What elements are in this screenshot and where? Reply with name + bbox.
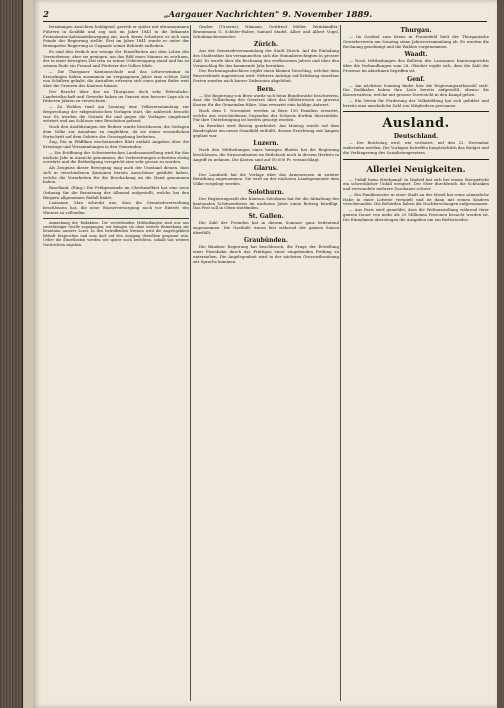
article-text: — Noch Mittheilungen des Bulletin des Lausanner Kantonsgerichts über die Verhandlungen vom 28. Oktober ergibt sich, dass die Zahl der Prozesse im Abnehmen begriffen ist.: [343, 58, 489, 73]
article-text: Aus der Gemeindeversammlung der Stadt Zürich. Auf die Einladung des Stadtrathes hin versammelten sich die Stimmberechtigten in grosser Zahl. Es wurde über die Rechnung des verflossenen Jahres und über den Voranschlag für das kommende Jahr berathen.: [193, 48, 339, 68]
page-number: 2: [43, 10, 49, 20]
article-text: Nach den Ausführungen der Redner wurde beschlossen, die Vorlagen dem Volke zur Annahme zu empfehlen, da sie einen wesentlichen Fortschritt auf dem Gebiete der Gesetzgebung bedeuten.: [43, 124, 189, 139]
article-text: — Unfall beim Stierkampf. In Madrid hat sich bei einem Stiergefecht ein schrecklicher Unfall ereignet. Der Stier durchbrach die Schranken und verwundete mehrere Zuschauer schwer.: [343, 176, 489, 191]
article-text: Die Zahl der Fremden hat in diesem Sommer ganz bedeutend zugenommen. Die Gasthöfe waren fast während der ganzen Saison überfüllt.: [193, 220, 339, 235]
article-text: — Die Thurgauer Kantonsschule und das Lehrerseminar in Kreuzlingen haben zusammen im vergangenen Jahre eine schöne Zahl von Schülern gehabt; die Anstalten erfreuen sich eines guten Rufes weit über die Grenzen des Kantons hinaus.: [43, 68, 189, 88]
article-text: — Aus Paris wird gemeldet, dass die Weltausstellung während ihrer ganzen Dauer von mehr als 25 Millionen Personen besucht worden ist. Die Einnahmen übersteigen die Ausgaben um ein Bedeutendes.: [343, 207, 489, 222]
article-text: Gruber (Urserns), Nämann, Gottfried Müller, Weinhändler; Brunnmann G. Schüler-Halter, Samuel Stadel, Alber und Albert Vogel, Schuhmachermeister.: [193, 25, 339, 39]
column-separator: [190, 25, 191, 701]
article-text: — Die Regierung von Bern wurde sich beim Bundesrathe beschweren, dass die Vollziehung des Gesetzes über das Militärwesen zu grossen Kosten für die Gemeinden führe. Man erwartet eine baldige Antwort.: [193, 92, 339, 107]
article-text: freisinnigen Ansichten huldigend, gerieth er später mit ultramontanen Führern in Konflikt und zog sich im Jahre 1841 in die bekannte Freienämter-Aufstandsbewegung ein, nach deren Scheitern er sich zum Feinde der Regierung stellte. Erst im Jahre 1841 wurde er unter der Bremgarter Regierung in Ungnade seiner Behörde enthoben.: [43, 25, 189, 48]
section-heading: Waadt.: [404, 51, 428, 59]
section-heading: Zürich.: [253, 41, 279, 49]
section-heading: Thurgau.: [400, 27, 432, 34]
section-heading: Solothurn.: [248, 188, 284, 196]
article-text: — Ein Familienvater in einer Stadt an der Mosel hat seine sämmtliche Habe in einer Lotterie verspielt und ist dann mit seinen Kindern verschwunden. Die Behörden haben die Nachforschungen aufgenommen.: [343, 191, 489, 207]
article-text: Nach dem 1. November werden in Bern 150 Familien erwartet, welche aus verschiedenen Gegenden der Schweiz dorthin übersiedeln. Für ihre Unterbringung ist bereits gesorgt worden.: [193, 107, 339, 123]
article-text: — Im Gasthof zum Kreuz in Frauenfeld hielt der Thurgauische Gewerbeverein am Sonntag seine Jahresversammlung ab. Es wurden die Rechnung genehmigt und die Wahlen vorgenommen.: [343, 34, 489, 49]
article-text: Nach den Mittheilungen eines hiesigen Blattes hat die Regierung beschlossen, die Strassenbauten im Entlebuch noch in diesem Herbste in Angriff zu nehmen. Die Kosten sind auf 50,000 Fr. veranschlagt.: [193, 147, 339, 162]
column-2: [193, 25, 339, 701]
divider: [43, 218, 189, 219]
article-text: Als Zeugniss dieser Bewegung mag auch der Umstand dienen, dass sich in verschiedenen Kantonen bereits Ausschüsse gebildet haben, welche die Vorarbeiten für die Beschickung an die Hand genommen haben.: [43, 165, 189, 185]
article-text: — Der Reichstag wird, wie verlautet, auf den 22. November einberufen werden. Die Vorlagen betreffen hauptsächlich das Budget und die Verlängerung des Sozialistengesetzes.: [343, 140, 489, 155]
article-text: Es sind dies freilich nur wenige der Einzelheiten aus dem Leben des Verstorbenen; aber sie genügen, um das Bild eines Mannes zu zeichnen, der in einer bewegten Zeit treu zu seiner Ueberzeugung stand und bis zu seinem Ende ein Freund und Förderer des Volkes blieb.: [43, 48, 189, 68]
column-1: [43, 25, 189, 701]
article-text: Der Regierungsrath des Kantons Solothurn hat für die Abhaltung des kantonalen Schützenfestes im nächsten Jahre einen Beitrag bewilligt. Das Fest soll in Olten stattfinden.: [193, 195, 339, 211]
section-heading: Luzern.: [253, 140, 279, 148]
section-heading: Graubünden.: [244, 237, 288, 245]
article-text: Der Bericht über das im Thurgauer doch sehr Erfreuliche: Landwirthschaft und Gewerbe haben im Ganzen eine bessere Lage als in früheren Jahren zu verzeichnen.: [43, 88, 189, 104]
newspaper-title: „Aargauer Nachrichten" 9. November 1889.: [163, 10, 373, 20]
editorial-note: Anmerkung der Redaktion. Die vorstehenden Mittheilungen sind uns aus zuverlässiger Quelle zugegangen; wir bringen sie ohne weitere Bemerkung zur Kenntniss unserer Leser. In den betreffenden Kreisen wird die Angelegenheit lebhaft besprochen und man darf auf den Ausgang derselben gespannt sein. Ueber die Einzelheiten werden wir später noch berichten, sobald uns weitere Nachrichten zugehen.: [43, 220, 189, 247]
article-text: Der Rechnungsabschluss ergibt einen kleinen Vorschlag, welcher dem Reservefonde zugewiesen wird. Mehrere Anträge auf Erhöhung einzelner Posten wurden nach kurzer Diskussion abgelehnt.: [193, 68, 339, 83]
section-heading: Glarus.: [253, 164, 279, 172]
article-text: Lausanne. Man schreibt uns, dass die Gemeindeverwaltung beschlossen hat, die neue Wasserversorgung noch vor Eintritt des Winters zu vollenden.: [43, 200, 189, 215]
section-heading: Bern.: [256, 85, 276, 93]
article-text: Zug. Ein in Pfäffikon erscheinendes Blatt enthält Angaben über die Kreistage und Versammlungen in den Gemeinden.: [43, 139, 189, 149]
section-heading: Deutschland.: [393, 133, 439, 141]
article-text: — Die Eröffnung der Schweizerischen Landesausstellung wird für das nächste Jahr in Aussicht genommen; die Vorbereitungen schreiten rüstig vorwärts und die Betheiligung verspricht eine sehr grosse zu werden.: [43, 149, 189, 165]
section-heading: Genf.: [407, 75, 425, 83]
divider: [343, 111, 489, 112]
column-separator: [340, 25, 341, 701]
page-header: [43, 6, 487, 20]
column-3: [343, 25, 489, 701]
newspaper-page: [33, 0, 497, 708]
article-text: Baselland. (Eing.) Die Feldgemeinde im Oberbaselbiet hat eine neue Ordnung für die Benutzung der Allmend aufgestellt, welche bei den Bürgern allgemeinen Beifall findet.: [43, 185, 189, 200]
divider: [343, 159, 489, 160]
neuigkeiten-heading: Allerlei Neuigkeiten.: [366, 164, 466, 175]
article-text: — Zu Wohlen fand am Sonntag eine Volksversammlung zur Besprechung der eidgenössischen Vorlagen statt, die zahlreich besucht war. Es wurden die Gründe für und gegen die Vorlagen eingehend erörtert und am Schlusse eine Resolution gefasst.: [43, 104, 189, 124]
article-text: — Ein Verein für Förderung der Volksbildung hat sich gebildet und bereits eine ansehnliche Zahl von Mitgliedern gewonnen.: [343, 97, 489, 108]
header-rule: [43, 21, 487, 22]
section-heading: St. Gallen.: [248, 213, 284, 220]
article-text: Im Bernbiet wird fleissig gearbeitet. Am Montag wurde auf dem Bundesplatz ein neues Standbild enthüllt, dessen Errichtung seit langem geplant war.: [193, 123, 339, 138]
ausland-heading: Ausland.: [382, 116, 450, 132]
article-text: Der Landrath hat die Vorlage über das Armenwesen in zweiter Berathung angenommen. Sie wird an der nächsten Landsgemeinde dem Volke vorgelegt werden.: [193, 171, 339, 186]
article-text: Die Bündner Regierung hat beschlossen, die Frage der Erstellung einer Eisenbahn durch das Prättigau einer eingehenden Prüfung zu unterziehen. Die Angelegenheit wird in der nächsten Grossrathssitzung zur Sprache kommen.: [193, 244, 339, 264]
article-text: — Am nächsten Sonntag findet hier die Regierungsrathswahl statt. Die Radikalen haben ihre Liste bereits aufgestellt, ebenso die Konservativen, welche mit grosser Zuversicht in den Kampf gehen.: [343, 82, 489, 97]
